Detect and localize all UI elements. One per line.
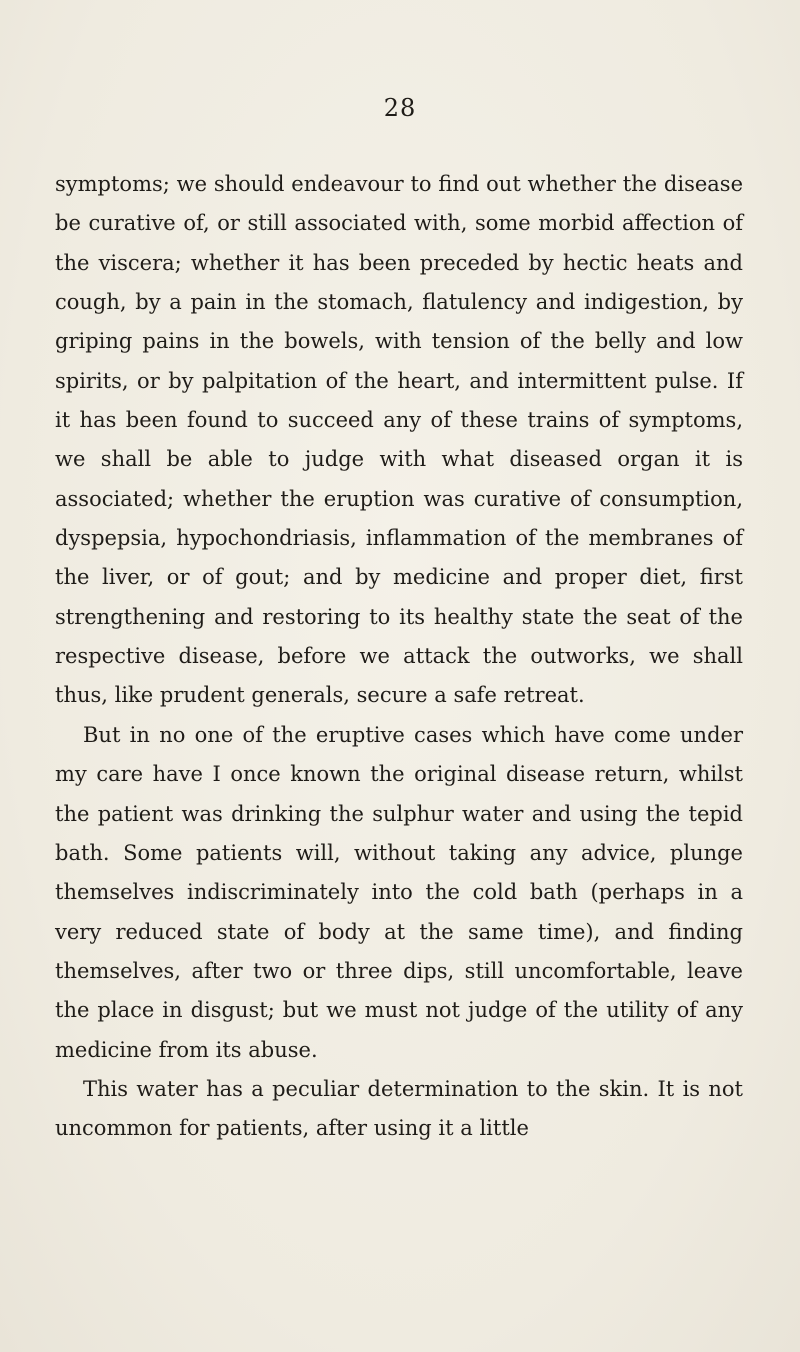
page-number: 28 xyxy=(383,94,417,122)
paragraph: But in no one of the eruptive cases which have come under my care have I once known the original disease return, whilst the patient was drinking the sulphur water and using the tepid bath. Some patients will, without taking any advice, plunge themselves indiscriminately into the cold bath (perhaps in a very reduced state of body at the same time), and finding themselves, after two or three dips, still uncomfortable, leave the place in disgust; but we must not judge of the utility of any medicine from its abuse. xyxy=(55,722,743,1062)
paragraph: symptoms; we should endeavour to find out whether the disease be curative of, or still associated with, some morbid affection of the viscera; whether it has been preceded by hectic heats and cough, by a pain in the stomach, flatulency and indigestion, by griping pains in the bowels, with tension of the belly and low spirits, or by palpitation of the heart, and intermittent pulse. If it has been found to succeed any of these trains of symptoms, we shall be able to judge with what diseased organ it is associated; whether the eruption was curative of consumption, dyspepsia, hypochondriasis, inflammation of the membranes of the liver, or of gout; and by medicine and proper diet, first strengthening and restoring to its healthy state the seat of the respective disease, before we attack the outworks, we shall thus, like prudent generals, secure a safe retreat. xyxy=(55,172,743,708)
paragraph: This water has a peculiar determination to the skin. It is not uncommon for patients, after using it a little xyxy=(55,1076,743,1141)
body-text xyxy=(55,165,743,1149)
